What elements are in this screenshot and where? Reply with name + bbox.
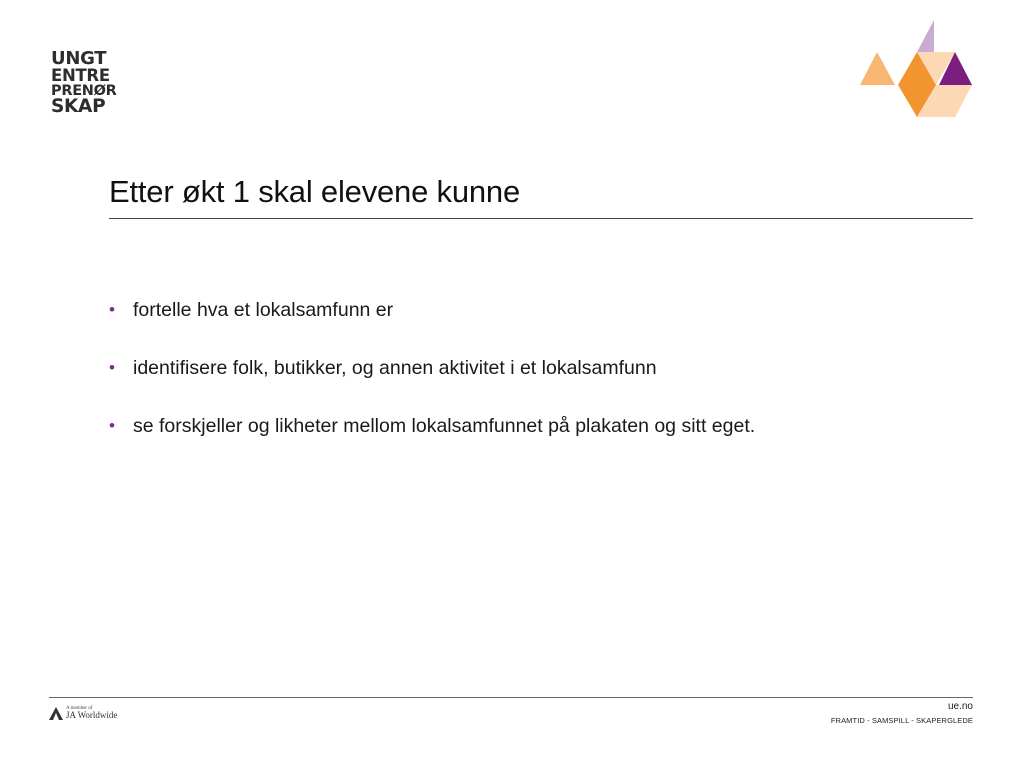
light-orange-triangle	[860, 52, 895, 85]
footer-divider	[49, 697, 973, 698]
logo-line: SKAP	[51, 95, 106, 117]
list-item-text: fortelle hva et lokalsamfunn er	[133, 299, 394, 321]
logo-line: UNGT	[51, 48, 107, 69]
bullet-list	[109, 296, 755, 470]
list-item	[109, 412, 755, 470]
title-divider	[109, 218, 973, 219]
logo-line: ENTRE	[51, 65, 110, 85]
lilac-triangle	[917, 20, 934, 52]
ja-triangle-icon	[49, 707, 63, 720]
footer-tagline: FRAMTID - SAMSPILL - SKAPERGLEDE	[830, 716, 973, 725]
list-item	[109, 296, 755, 354]
ja-worldwide-logo	[49, 704, 117, 722]
logo-line: PRENØR	[51, 82, 117, 99]
list-item-text: se forskjeller og likheter mellom lokalsamfunnet på plakaten og sitt eget.	[133, 415, 756, 437]
footer-site: ue.no	[947, 701, 973, 712]
bullet-icon: •	[109, 358, 115, 377]
bullet-icon: •	[109, 300, 115, 319]
slide-title: Etter økt 1 skal elevene kunne	[109, 174, 521, 209]
list-item-text: identifisere folk, butikker, og annen aktivitet i et lokalsamfunn	[133, 357, 657, 379]
list-item	[109, 354, 755, 412]
geometric-logo-icon	[855, 16, 979, 124]
ja-member-text: A member of	[66, 706, 93, 711]
ungt-entreprenorskap-logo	[51, 50, 121, 116]
ja-name: JA Worldwide	[66, 710, 118, 720]
bullet-icon: •	[109, 416, 115, 435]
